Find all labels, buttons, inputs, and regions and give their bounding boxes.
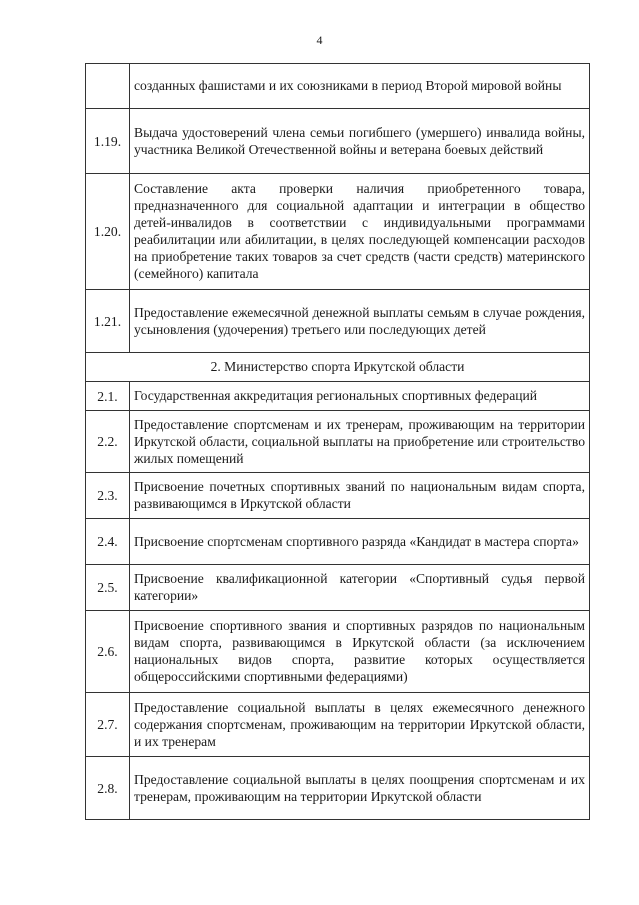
table-row	[86, 411, 590, 473]
table-row	[86, 693, 590, 757]
row-number: 1.20.	[86, 174, 130, 290]
table-row	[86, 757, 590, 820]
table-row	[86, 290, 590, 353]
row-number	[86, 64, 130, 109]
row-number: 2.4.	[86, 519, 130, 565]
table-row	[86, 109, 590, 174]
services-table	[85, 63, 590, 820]
row-number: 2.1.	[86, 382, 130, 411]
row-number: 2.6.	[86, 611, 130, 693]
service-name: Предоставление социальной выплаты в целях поощрения спортсменам и их тренерам, проживающим на территории Иркутской области	[130, 757, 590, 820]
table-row	[86, 611, 590, 693]
service-name: Государственная аккредитация региональных спортивных федераций	[130, 382, 590, 411]
table-row	[86, 64, 590, 109]
table-row	[86, 519, 590, 565]
service-name: Предоставление спортсменам и их тренерам, проживающим на территории Иркутской области, социальной выплаты на приобретение или строительство жилых помещений	[130, 411, 590, 473]
service-name: Составление акта проверки наличия приобретенного товара, предназначенного для социальной адаптации и интеграции в общество детей-инвалидов в соответствии с индивидуальными программами реабилитации или абилитации, в целях последующей компенсации расходов на приобретение таких товаров за счет средств (части средств) материнского (семейного) капитала	[130, 174, 590, 290]
service-name: созданных фашистами и их союзниками в период Второй мировой войны	[130, 64, 590, 109]
row-number: 2.7.	[86, 693, 130, 757]
page-number: 4	[316, 33, 323, 47]
service-name: Присвоение спортивного звания и спортивных разрядов по национальным видам спорта, развивающимся в Иркутской области (за исключением национальных видов спорта, развитие которых осуществляется общероссийскими спортивными федерациями)	[130, 611, 590, 693]
table-row	[86, 473, 590, 519]
row-number: 2.5.	[86, 565, 130, 611]
row-number: 1.19.	[86, 109, 130, 174]
section-header-row	[86, 353, 590, 382]
table-row	[86, 174, 590, 290]
table-row	[86, 565, 590, 611]
row-number: 1.21.	[86, 290, 130, 353]
service-name: Предоставление ежемесячной денежной выплаты семьям в случае рождения, усыновления (удочерения) третьего или последующих детей	[130, 290, 590, 353]
row-number: 2.8.	[86, 757, 130, 820]
service-name: Предоставление социальной выплаты в целях ежемесячного денежного содержания спортсменам, проживающим на территории Иркутской области, и их тренерам	[130, 693, 590, 757]
service-name: Присвоение почетных спортивных званий по национальным видам спорта, развивающимся в Иркутской области	[130, 473, 590, 519]
section-title: 2. Министерство спорта Иркутской области	[86, 353, 590, 382]
row-number: 2.3.	[86, 473, 130, 519]
service-name: Выдача удостоверений члена семьи погибшего (умершего) инвалида войны, участника Великой Отечественной войны и ветерана боевых действий	[130, 109, 590, 174]
row-number: 2.2.	[86, 411, 130, 473]
table-row	[86, 382, 590, 411]
service-name: Присвоение квалификационной категории «Спортивный судья первой категории»	[130, 565, 590, 611]
service-name: Присвоение спортсменам спортивного разряда «Кандидат в мастера спорта»	[130, 519, 590, 565]
